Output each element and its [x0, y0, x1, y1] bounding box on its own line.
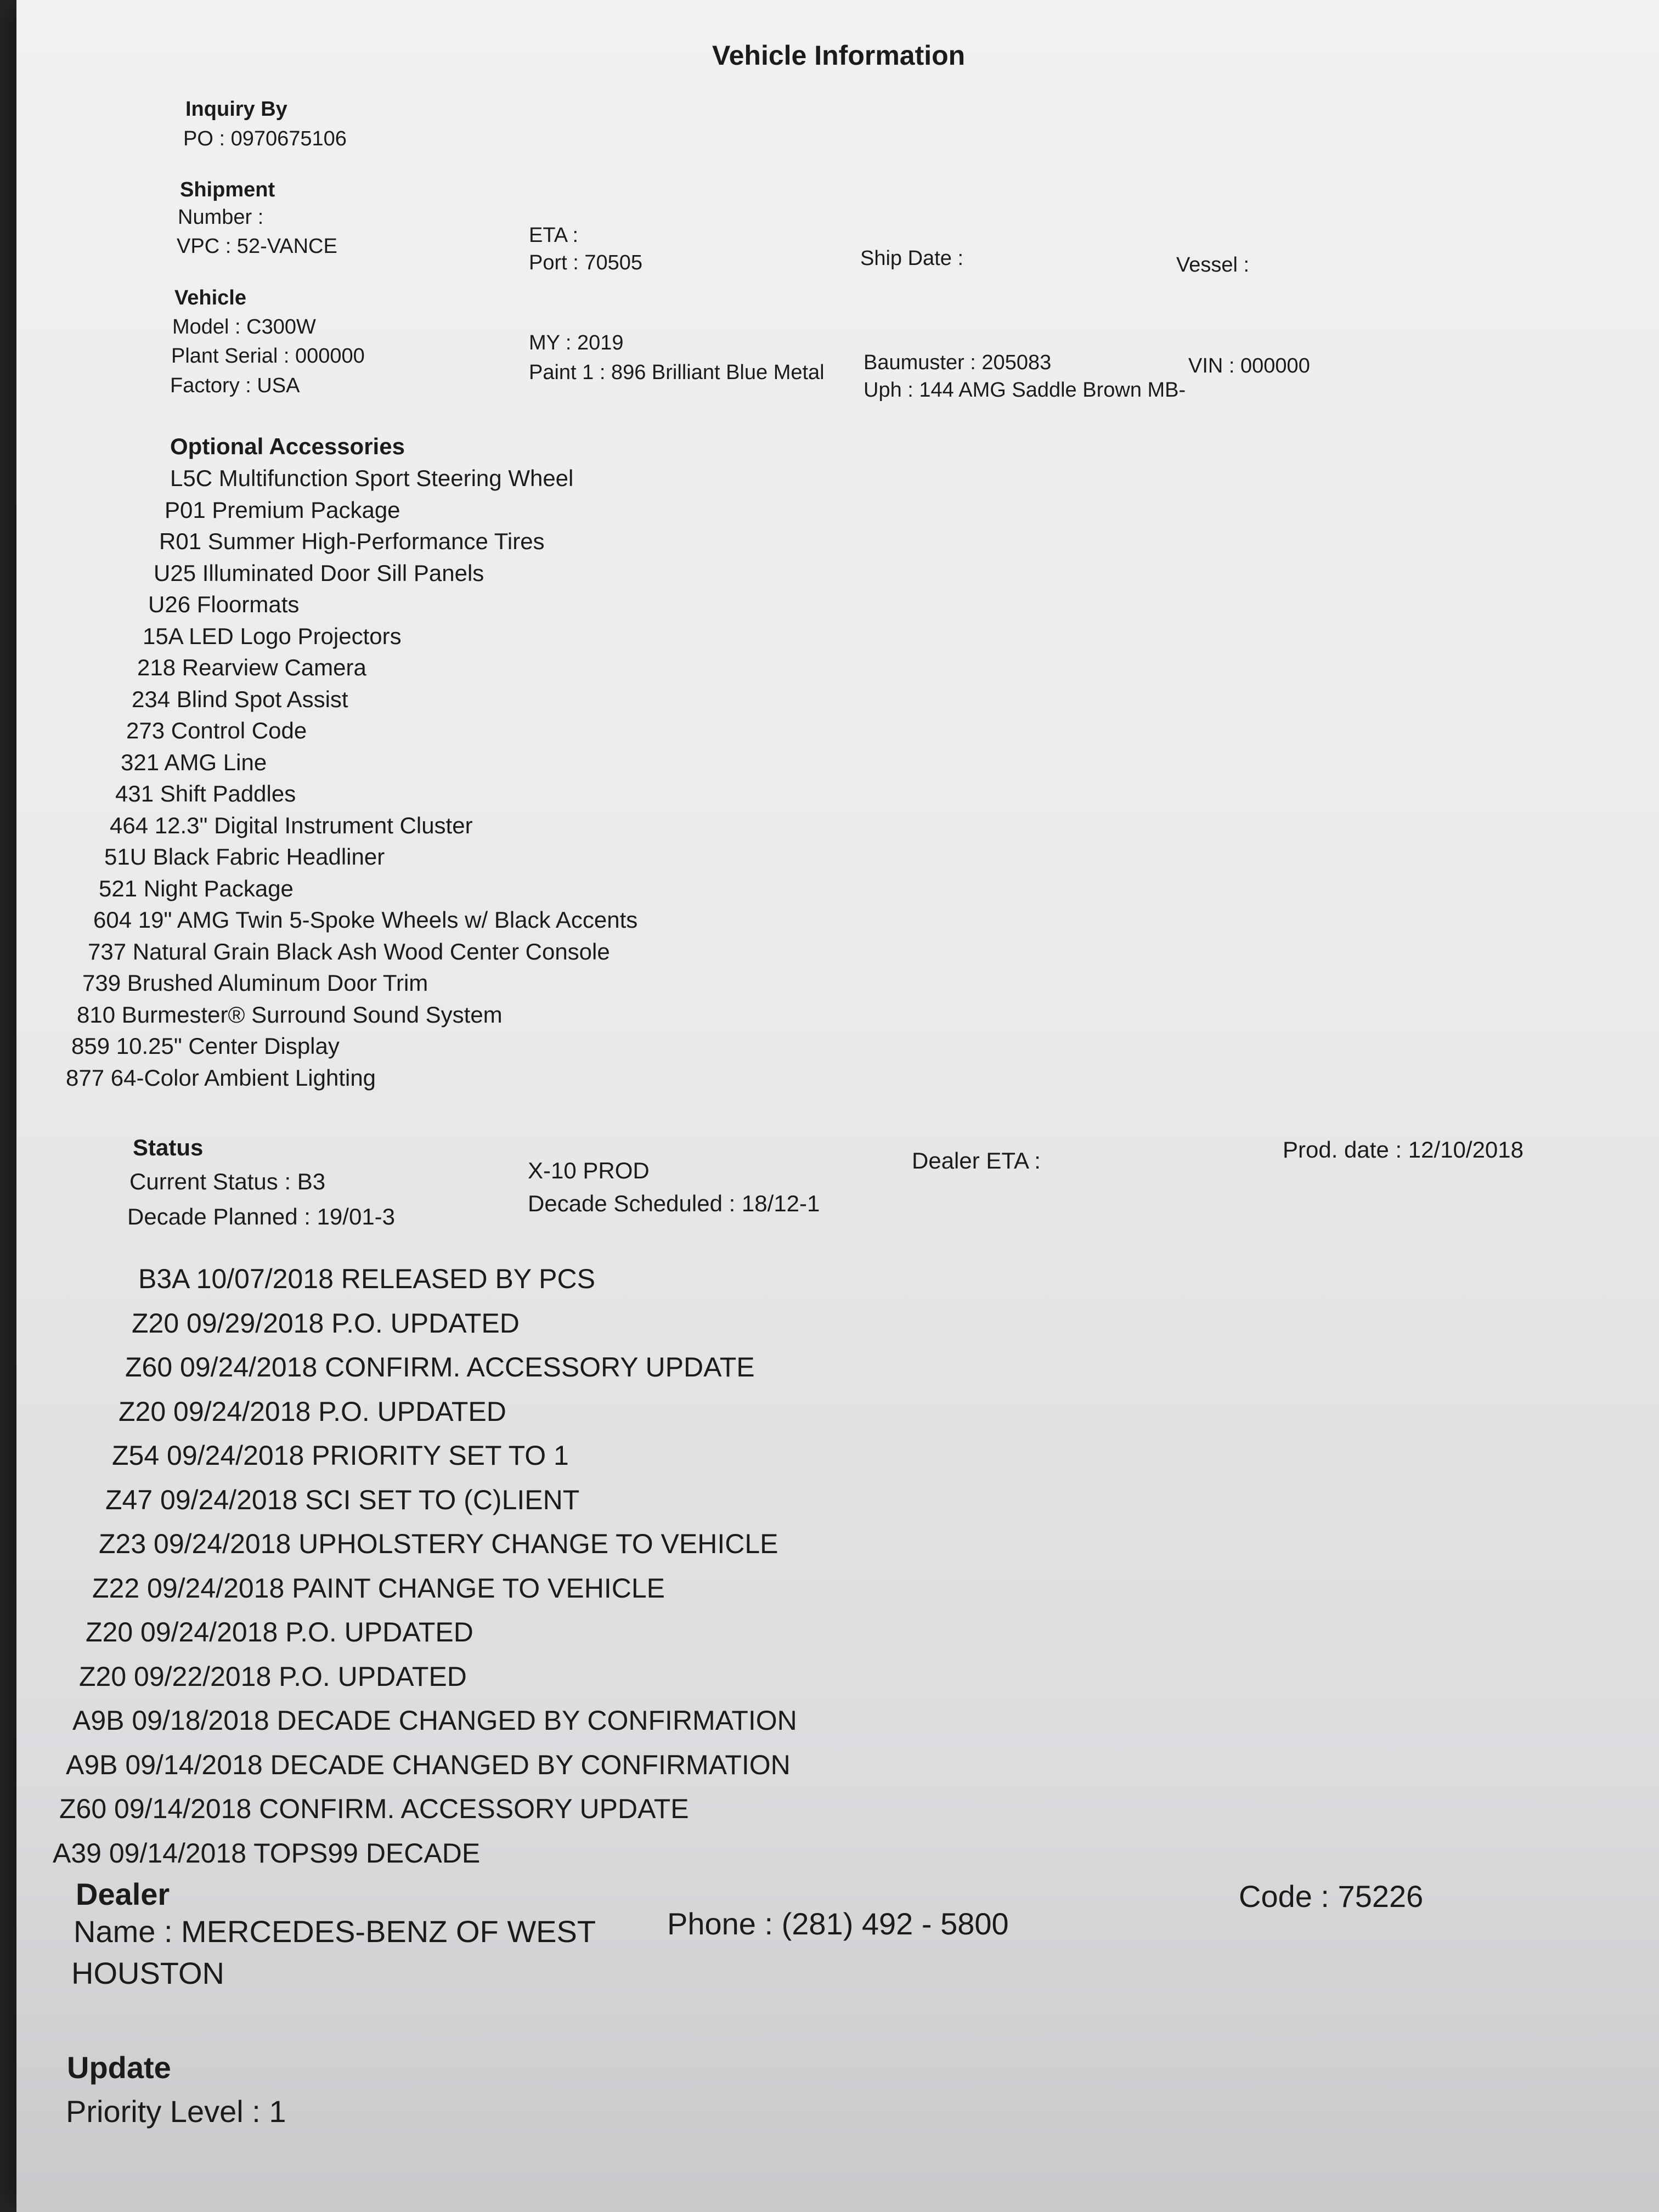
accessory-item: 877 64-Color Ambient Lighting — [66, 1064, 376, 1091]
status-dealer-eta: Dealer ETA : — [912, 1148, 1041, 1173]
update-priority: Priority Level : 1 — [66, 2094, 286, 2129]
accessory-item: 859 10.25" Center Display — [71, 1033, 340, 1059]
status-history-item: Z20 09/24/2018 P.O. UPDATED — [119, 1396, 506, 1427]
accessory-item: 273 Control Code — [126, 718, 307, 743]
document-page — [16, 0, 1659, 2212]
page-title: Vehicle Information — [712, 40, 966, 71]
vehicle-model: Model : C300W — [172, 315, 316, 338]
accessories-heading: Optional Accessories — [170, 433, 405, 459]
dealer-name-line1: Name : MERCEDES-BENZ OF WEST — [74, 1914, 596, 1949]
status-history-item: Z20 09/22/2018 P.O. UPDATED — [79, 1661, 467, 1692]
accessory-item: 604 19" AMG Twin 5-Spoke Wheels w/ Black Accents — [93, 907, 638, 933]
vehicle-plant-serial: Plant Serial : 000000 — [171, 345, 365, 368]
dealer-name-line2: HOUSTON — [71, 1956, 224, 1990]
shipment-port: Port : 70505 — [529, 251, 643, 274]
status-history-item: Z47 09/24/2018 SCI SET TO (C)LIENT — [105, 1484, 580, 1515]
status-history-item: Z60 09/14/2018 CONFIRM. ACCESSORY UPDATE — [59, 1793, 689, 1824]
accessory-item: 234 Blind Spot Assist — [132, 686, 348, 712]
shipment-vpc: VPC : 52-VANCE — [177, 235, 337, 258]
status-history-item: A39 09/14/2018 TOPS99 DECADE — [53, 1837, 481, 1869]
shipment-vessel: Vessel : — [1176, 253, 1250, 276]
vehicle-factory: Factory : USA — [170, 374, 300, 397]
status-history-item: Z60 09/24/2018 CONFIRM. ACCESSORY UPDATE — [125, 1352, 755, 1383]
accessory-item: 739 Brushed Aluminum Door Trim — [82, 970, 428, 996]
status-current: Current Status : B3 — [129, 1169, 326, 1194]
vehicle-baumuster: Baumuster : 205083 — [864, 351, 1052, 374]
status-history-item: B3A 10/07/2018 RELEASED BY PCS — [138, 1263, 595, 1294]
accessory-item: 15A LED Logo Projectors — [143, 623, 402, 649]
accessory-item: 521 Night Package — [99, 875, 294, 901]
update-heading: Update — [67, 2050, 171, 2085]
inquiry-heading: Inquiry By — [185, 98, 287, 121]
dealer-heading: Dealer — [76, 1877, 170, 1911]
status-history-item: Z20 09/29/2018 P.O. UPDATED — [132, 1307, 520, 1339]
vehicle-uph: Uph : 144 AMG Saddle Brown MB- — [864, 379, 1186, 402]
vehicle-my: MY : 2019 — [529, 331, 624, 354]
status-decade-planned: Decade Planned : 19/01-3 — [127, 1204, 396, 1229]
accessory-item: 218 Rearview Camera — [137, 654, 366, 680]
status-x10: X-10 PROD — [528, 1158, 650, 1183]
shipment-eta: ETA : — [529, 224, 579, 247]
status-prod-date: Prod. date : 12/10/2018 — [1283, 1137, 1524, 1163]
accessory-item: 431 Shift Paddles — [115, 781, 296, 806]
accessory-item: P01 Premium Package — [165, 496, 400, 523]
accessory-item: U26 Floormats — [148, 591, 300, 617]
status-history-item: Z23 09/24/2018 UPHOLSTERY CHANGE TO VEHICLE — [99, 1528, 778, 1559]
accessory-item: 737 Natural Grain Black Ash Wood Center Console — [88, 938, 610, 964]
shipment-ship-date: Ship Date : — [860, 247, 963, 270]
accessory-item: 810 Burmester® Surround Sound System — [77, 1001, 503, 1028]
status-heading: Status — [133, 1135, 204, 1160]
inquiry-po: PO : 0970675106 — [183, 127, 347, 150]
accessory-item: L5C Multifunction Sport Steering Wheel — [170, 465, 574, 491]
vehicle-vin: VIN : 000000 — [1188, 354, 1310, 377]
status-history-item: A9B 09/18/2018 DECADE CHANGED BY CONFIRMATION — [72, 1705, 797, 1736]
dealer-phone: Phone : (281) 492 - 5800 — [667, 1906, 1009, 1941]
status-history-item: A9B 09/14/2018 DECADE CHANGED BY CONFIRMATION — [66, 1749, 791, 1780]
status-history-item: Z22 09/24/2018 PAINT CHANGE TO VEHICLE — [92, 1572, 665, 1604]
shipment-heading: Shipment — [180, 178, 275, 201]
shipment-number: Number : — [178, 206, 264, 229]
status-history-item: Z54 09/24/2018 PRIORITY SET TO 1 — [112, 1440, 569, 1471]
status-decade-scheduled: Decade Scheduled : 18/12-1 — [528, 1190, 820, 1216]
accessory-item: 51U Black Fabric Headliner — [104, 844, 385, 870]
accessory-item: 464 12.3" Digital Instrument Cluster — [110, 812, 473, 838]
vehicle-heading: Vehicle — [174, 286, 246, 309]
accessory-item: R01 Summer High-Performance Tires — [159, 528, 545, 554]
status-history-item: Z20 09/24/2018 P.O. UPDATED — [86, 1617, 473, 1647]
accessory-item: 321 AMG Line — [121, 749, 267, 775]
vehicle-paint: Paint 1 : 896 Brilliant Blue Metal — [529, 361, 825, 384]
accessory-item: U25 Illuminated Door Sill Panels — [154, 560, 484, 586]
dealer-code: Code : 75226 — [1239, 1879, 1424, 1914]
